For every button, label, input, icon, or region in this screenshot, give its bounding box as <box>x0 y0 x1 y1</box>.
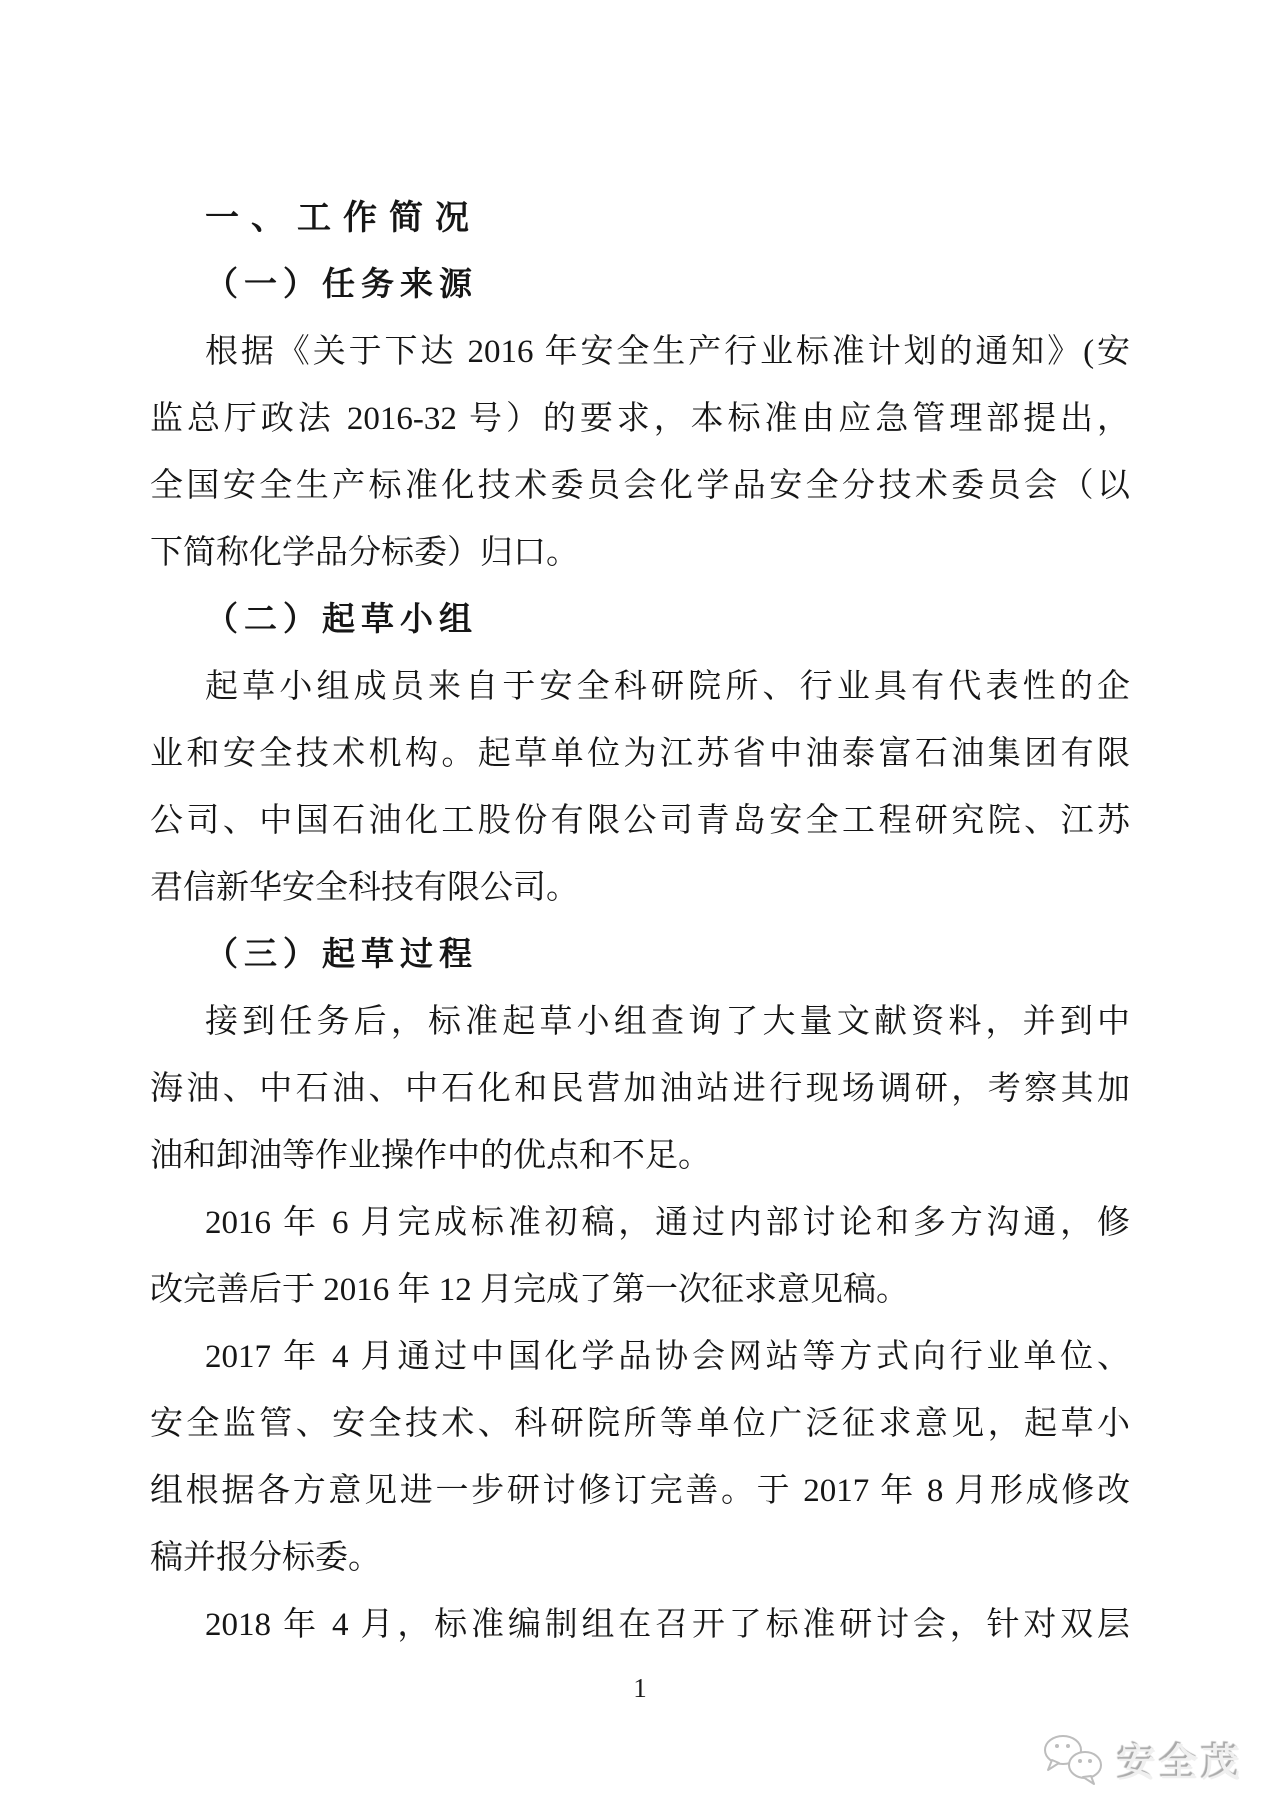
paragraph-line: 组根据各方意见进一步研讨修订完善。于 2017 年 8 月形成修改 <box>150 1473 1130 1509</box>
paragraph-line: 起草小组成员来自于安全科研院所、行业具有代表性的企 <box>205 669 1130 705</box>
wechat-icon <box>1042 1734 1108 1786</box>
paragraph-line: 安全监管、安全技术、科研院所等单位广泛征求意见，起草小 <box>150 1406 1130 1442</box>
paragraph-line: 君信新华安全科技有限公司。 <box>150 870 579 906</box>
paragraph-line: 全国安全生产标准化技术委员会化学品安全分技术委员会（以 <box>150 468 1130 504</box>
heading-drafting-process: （三）起草过程 <box>205 937 478 973</box>
heading-task-source: （一）任务来源 <box>205 267 478 303</box>
paragraph-line: 稿并报分标委。 <box>150 1540 381 1576</box>
paragraph-line: 业和安全技术机构。起草单位为江苏省中油泰富石油集团有限 <box>150 736 1130 772</box>
heading-work-overview: 一、工作简况 <box>205 199 481 237</box>
paragraph-line: 改完善后于 2016 年 12 月完成了第一次征求意见稿。 <box>150 1272 909 1308</box>
paragraph-line: 2016 年 6 月完成标准初稿，通过内部讨论和多方沟通，修 <box>205 1205 1130 1241</box>
heading-drafting-group: （二）起草小组 <box>205 602 478 638</box>
paragraph-line: 油和卸油等作业操作中的优点和不足。 <box>150 1138 711 1174</box>
document-body <box>150 185 1130 1659</box>
page-number: 1 <box>633 1673 647 1703</box>
paragraph-line: 监总厅政法 2016-32 号）的要求，本标准由应急管理部提出， <box>150 401 1130 437</box>
paragraph-line: 公司、中国石油化工股份有限公司青岛安全工程研究院、江苏 <box>150 803 1130 839</box>
paragraph-line: 海油、中石油、中石化和民营加油站进行现场调研，考察其加 <box>150 1071 1130 1107</box>
watermark-label: 安全茂 <box>1117 1743 1244 1785</box>
paragraph-line: 根据《关于下达 2016 年安全生产行业标准计划的通知》(安 <box>205 334 1130 370</box>
watermark <box>1042 1732 1244 1787</box>
paragraph-line: 2018 年 4 月，标准编制组在召开了标准研讨会，针对双层 <box>205 1607 1130 1643</box>
paragraph-line: 下简称化学品分标委）归口。 <box>150 535 579 571</box>
paragraph-line: 接到任务后，标准起草小组查询了大量文献资料，并到中 <box>205 1004 1130 1040</box>
paragraph-line: 2017 年 4 月通过中国化学品协会网站等方式向行业单位、 <box>205 1339 1130 1375</box>
